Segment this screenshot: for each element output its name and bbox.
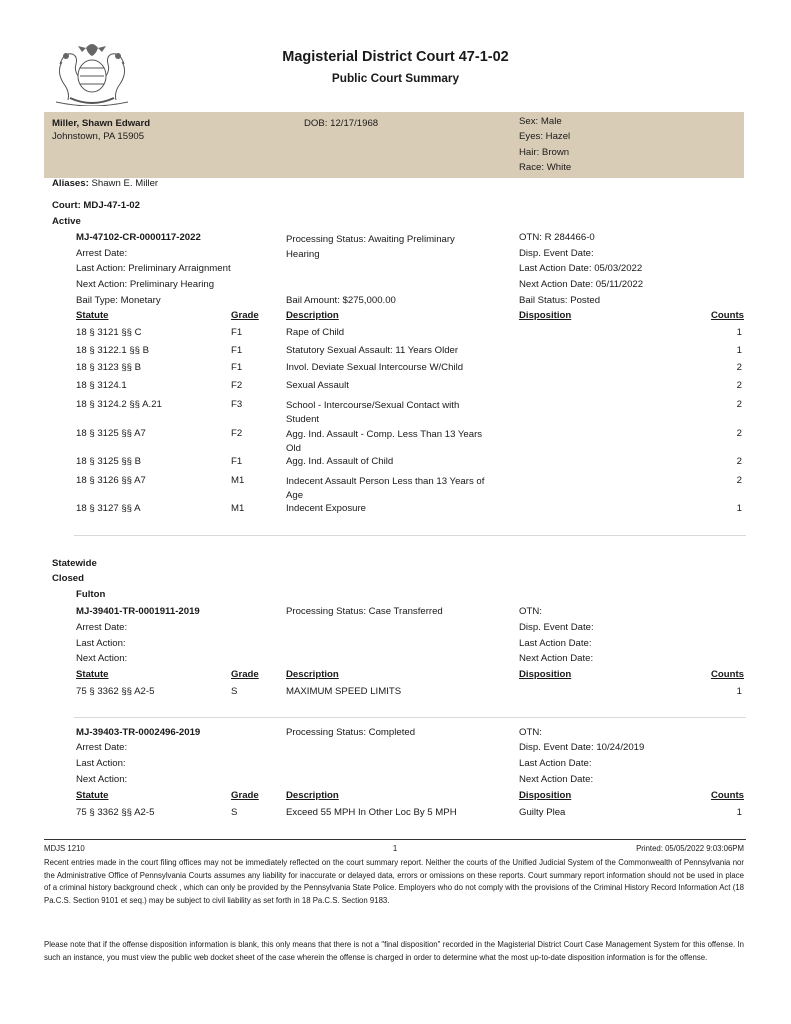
footer-page-number: 1	[392, 844, 398, 853]
page-title: Magisterial District Court 47-1-02	[282, 49, 509, 65]
grade-cell: F1	[231, 345, 243, 356]
statewide-label: Statewide	[52, 558, 97, 569]
footer-divider	[44, 839, 746, 840]
case1-otn: OTN: R 284466-0	[519, 232, 595, 243]
case1-next-action: Next Action: Preliminary Hearing	[76, 279, 215, 290]
active-label: Active	[52, 216, 81, 227]
case1-bail-type: Bail Type: Monetary	[76, 295, 161, 306]
description-cell: MAXIMUM SPEED LIMITS	[286, 686, 402, 697]
case2-next-action: Next Action:	[76, 653, 128, 664]
case2-arrest-date: Arrest Date:	[76, 622, 128, 633]
case1-last-action: Last Action: Preliminary Arraignment	[76, 263, 231, 274]
defendant-name: Miller, Shawn Edward	[52, 118, 151, 129]
case3-next-action: Next Action:	[76, 774, 128, 785]
statute-cell: 18 § 3122.1 §§ B	[76, 345, 150, 356]
grade-cell: F3	[231, 399, 243, 410]
grade-cell: F2	[231, 428, 243, 439]
case3-header-grade: Grade	[231, 790, 259, 801]
description-cell: Exceed 55 MPH In Other Loc By 5 MPH	[286, 807, 457, 818]
case1-header-description: Description	[286, 310, 339, 321]
statute-cell: 18 § 3124.1	[76, 380, 127, 391]
case2-header-description: Description	[286, 669, 339, 680]
description-cell: Indecent Exposure	[286, 503, 367, 514]
statute-cell: 18 § 3124.2 §§ A.21	[76, 399, 162, 410]
case2-header-statute: Statute	[76, 669, 109, 680]
counts-cell: 2	[736, 475, 742, 486]
case1-next-action-date: Next Action Date: 05/11/2022	[519, 279, 644, 290]
footer-disposition-note: Please note that if the offense disposition information is blank, this only means that there is not a "final disposition" recorded in the Magisterial District Court Case Management System for this offense. In such an instance, you must view the public web docket sheet of the case wherein the offense is charged in order to determine what the most up-to-date disposition information is for the offense.	[44, 940, 744, 962]
grade-cell: F1	[231, 362, 243, 373]
court-label: Court: MDJ-47-1-02	[52, 200, 140, 211]
defendant-sex: Sex: Male	[519, 116, 562, 127]
case3-docket: MJ-39403-TR-0002496-2019	[76, 727, 201, 738]
description-cell: Rape of Child	[286, 327, 345, 338]
statute-cell: 18 § 3123 §§ B	[76, 362, 142, 373]
case3-last-action-date: Last Action Date:	[519, 758, 592, 769]
statute-cell: 18 § 3127 §§ A	[76, 503, 141, 514]
aliases	[52, 178, 158, 190]
closed-label: Closed	[52, 573, 84, 584]
case1-header-counts: Counts	[710, 310, 744, 321]
case3-next-action-date: Next Action Date:	[519, 774, 594, 785]
case2-otn: OTN:	[519, 606, 542, 617]
description-cell: Statutory Sexual Assault: 11 Years Older	[286, 345, 459, 356]
description-cell: School - Intercourse/Sexual Contact with Student	[286, 400, 460, 425]
case2-last-action-date: Last Action Date:	[519, 638, 592, 649]
case3-header-statute: Statute	[76, 790, 109, 801]
grade-cell: M1	[231, 475, 245, 486]
grade-cell: F2	[231, 380, 243, 391]
case3-arrest-date: Arrest Date:	[76, 742, 128, 753]
case2-header-disposition: Disposition	[519, 669, 572, 680]
case1-docket: MJ-47102-CR-0000117-2022	[76, 232, 201, 243]
case3-header-description: Description	[286, 790, 339, 801]
statute-cell: 18 § 3125 §§ B	[76, 456, 142, 467]
description-cell: Indecent Assault Person Less than 13 Years of Age	[286, 476, 485, 501]
case2-header-counts: Counts	[710, 669, 744, 680]
case1-bail-amount: Bail Amount: $275,000.00	[286, 295, 396, 306]
counts-cell: 2	[736, 428, 742, 439]
case1-header-statute: Statute	[76, 310, 109, 321]
description-cell: Agg. Ind. Assault - Comp. Less Than 13 Years Old	[286, 429, 483, 454]
counts-cell: 2	[736, 380, 742, 391]
grade-cell: F1	[231, 327, 243, 338]
grade-cell: M1	[231, 503, 245, 514]
footer-disclaimer: Recent entries made in the court filing offices may not be immediately reflected on the court summary report. Neither the courts of the Unified Judicial System of the Commonwealth of Pennsylvania nor the Administrative Office of Pennsylvania Courts assumes any liability for inaccurate or delayed data, errors or omissions on these reports. Court summary report information should not be used in place of a criminal history background check , which can only be provided by the Pennsylvania State Police. Employers who do not comply with the provisions of the Criminal History Record Information Act (18 Pa.C.S. Section 9101 et seq.) may be subject to civil liability as set forth in 18 Pa.C.S. Section 9183.	[44, 858, 744, 905]
case2-docket: MJ-39401-TR-0001911-2019	[76, 606, 200, 617]
aliases-label: Aliases:	[52, 178, 89, 189]
grade-cell: S	[231, 807, 238, 818]
counts-cell: 1	[736, 807, 742, 818]
aliases-value: Shawn E. Miller	[91, 178, 159, 189]
case1-arrest-date: Arrest Date:	[76, 248, 128, 259]
case-divider	[74, 717, 746, 718]
case2-disp-event-date: Disp. Event Date:	[519, 622, 594, 633]
defendant-eyes: Eyes: Hazel	[519, 131, 571, 142]
defendant-dob: DOB: 12/17/1968	[304, 118, 379, 129]
grade-cell: F1	[231, 456, 243, 467]
case1-disp-event-date: Disp. Event Date:	[519, 248, 594, 259]
counts-cell: 1	[736, 327, 742, 338]
case1-processing-status: Processing Status: Awaiting Preliminary Hearing	[286, 234, 455, 260]
counts-cell: 1	[736, 686, 742, 697]
footer-printed: Printed: 05/05/2022 9:03:06PM	[636, 844, 744, 853]
case3-header-disposition: Disposition	[519, 790, 572, 801]
case3-processing-status: Processing Status: Completed	[286, 727, 416, 738]
defendant-hair: Hair: Brown	[519, 147, 570, 158]
case1-bail-status: Bail Status: Posted	[519, 295, 601, 306]
footer-form-id: MDJS 1210	[44, 844, 85, 853]
defendant-address: Johnstown, PA 15905	[52, 131, 145, 142]
case3-disp-event-date: Disp. Event Date: 10/24/2019	[519, 742, 645, 753]
statute-cell: 18 § 3121 §§ C	[76, 327, 142, 338]
case-divider	[74, 535, 746, 536]
case3-otn: OTN:	[519, 727, 542, 738]
case2-processing-status: Processing Status: Case Transferred	[286, 606, 443, 617]
description-cell: Invol. Deviate Sexual Intercourse W/Child	[286, 362, 464, 373]
counts-cell: 1	[736, 345, 742, 356]
statute-cell: 18 § 3125 §§ A7	[76, 428, 146, 439]
page-subtitle: Public Court Summary	[331, 71, 460, 85]
case2-last-action: Last Action:	[76, 638, 126, 649]
counts-cell: 2	[736, 362, 742, 373]
disposition-cell: Guilty Plea	[519, 807, 566, 818]
case1-header-grade: Grade	[231, 310, 259, 321]
description-cell: Sexual Assault	[286, 380, 349, 391]
county-label: Fulton	[76, 589, 106, 600]
case2-header-grade: Grade	[231, 669, 259, 680]
case1-header-disposition: Disposition	[519, 310, 572, 321]
statute-cell: 75 § 3362 §§ A2-5	[76, 686, 155, 697]
counts-cell: 2	[736, 456, 742, 467]
case2-next-action-date: Next Action Date:	[519, 653, 594, 664]
counts-cell: 1	[736, 503, 742, 514]
defendant-race: Race: White	[519, 162, 572, 173]
statute-cell: 75 § 3362 §§ A2-5	[76, 807, 155, 818]
case3-header-counts: Counts	[710, 790, 744, 801]
counts-cell: 2	[736, 399, 742, 410]
grade-cell: S	[231, 686, 238, 697]
description-cell: Agg. Ind. Assault of Child	[286, 456, 394, 467]
case1-last-action-date: Last Action Date: 05/03/2022	[519, 263, 643, 274]
statute-cell: 18 § 3126 §§ A7	[76, 475, 146, 486]
case3-last-action: Last Action:	[76, 758, 126, 769]
